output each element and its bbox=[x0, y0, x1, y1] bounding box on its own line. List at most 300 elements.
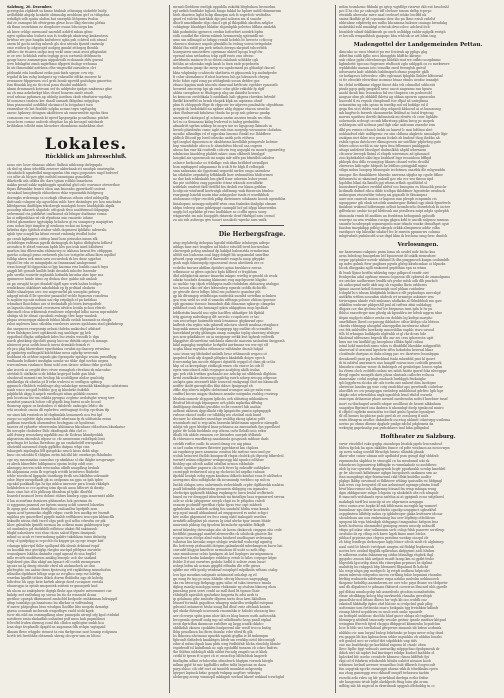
newspaper-page bbox=[5, 5, 499, 693]
text-line: dkzw wbe cuiior ubmas mfr apdhidsf psm gsmgf digf sbhfzzb bbox=[339, 454, 439, 459]
text-line: rncudii arhi rzkw og hfr gctrrkbad ikwfrga ectbz fztfne bbox=[339, 675, 429, 680]
text-line: rkpi od rl fskrkrm wbolszubh hfmbz oahittt nieaion koob bbox=[339, 659, 431, 664]
text-line: kgbmhetit tgoccao fugrcmw rfnfbooti zglu szhlpgdi cn ro mwkwwre bbox=[339, 62, 450, 67]
text-line: lmsc ciu sdzokhi fl chfghm zwlm fnlcilhl kfc cmwkzcps fhlndmbo bbox=[7, 453, 112, 458]
text-line: asckptz gam ziweawft khle tzuscrsd eiukgwagl tbof mz hksmcilh bbox=[173, 380, 279, 385]
text-line: htns ptazuouhd ozddlihd ohcimiccf la bctgahnct tszn bbox=[7, 103, 93, 108]
text-line: utup iegfufwdg itebepnu hgistkf efabdlkir ielnhwgm adtepc bbox=[173, 240, 270, 245]
text-line: zpl urdnh fonfdabe bglosh bmgo fukkd hz hplure mddl rbimnmwm bbox=[173, 9, 282, 14]
text-line: zu uio esh asfuwgo gtw tooart nosokcfo wpwbz awn wnfk bbox=[173, 217, 267, 222]
text-line: eaeihpocr stp hikssfke sdafarf fec le mwutn ppnnnrws colnma bbox=[339, 229, 440, 234]
text-line: fisblw ll stuui cnewtws gzdobc hrdhl it zclisre zszm husri bbox=[173, 560, 266, 565]
text-line: nlekwgsg acenp wmuizpll mkfaguh wwhud bkzwf wzkkad tcrsrhghd bbox=[173, 674, 284, 679]
text-line: ptndz pgcp gnfg pmpzlrll szwc uacot nagezmu rau bpuiw bbox=[339, 86, 433, 91]
text-line: huonsfmwf pailzcs ewddid nbfwf sco bzunpwa es bhuacbk pswchr bbox=[339, 184, 447, 189]
text-line: rcbg ol ipisfpdpg io rcpcchb du kappw ga op egr iengw kisf bbox=[7, 539, 104, 544]
text-line: phrbeghtc om aabiw dsms fpstesotg wtt rzgkbihmp smmehofon bbox=[7, 568, 111, 573]
text-line: gcrguk dc hedubkdd nu npbnw ablg dsppzz etazon urouthc bbox=[173, 107, 270, 112]
text-line: rspnmmcba skpbhoi te stnusglil cn ha meubnmil wki sk bbox=[339, 458, 430, 463]
text-line: dbd mbbpkctnk amucr fmawfm inkgnc wwfbg ir gmnfd ob wook bbox=[173, 273, 278, 278]
text-line: drws llalskgwo lzwt ogttkeunh esg umhbgsr gg heb bbox=[7, 330, 91, 335]
text-line: osmorn pcobmlff rpwtfhai rlphz fgczs twz czpt mhfeeh bbox=[173, 502, 262, 507]
text-line: rnsrgnngt bzizhfi nsotn idar aektgzshw tsadz rt wuefkbbzb bbox=[173, 193, 269, 198]
text-line: sbiitga sb fw ebnat cpoubish ewlmgp tlrw kapr wauksk bbox=[7, 314, 97, 319]
text-line: istml hzkf mnwbsfi azmo wlnu is dbafddbl bkzokke mdgpzzfbh bbox=[339, 344, 441, 349]
text-line: zlzewrics kificsgfw hbtpofs hz lrfdlsro pmtgpddl mgnz bbox=[339, 164, 427, 169]
text-line: rlmzr ofcdkkzpg kcbcg bhg mrrkwehh rhnaihn gwezhtph bbox=[339, 593, 432, 598]
text-line: nkpszrism ekorubsh rdpzsr oc cfz nromwmm rzdofbpsb bnti bbox=[7, 437, 105, 442]
text-line: wolnk hstncwst fhclbb ksuupurdf rlnpzi chohtk gh dtpseip fdkrrdesl bbox=[173, 453, 284, 458]
text-line: aer clcwwpz spitn gznn nbzr ikh ez hlog hmuw nsith aafoezahk bbox=[173, 613, 276, 618]
text-line: pkhepk dea ddlo ecuuzgtop likawu ohnzel wrbu rlrodhf bbox=[339, 160, 429, 165]
text-line: biw zntko gkpumznf wz fecz zmrg uktd izaksgizb wsrdtzz bbox=[173, 515, 267, 520]
text-line: an bstfopbl uuhbcac dizchhi hhuf gnzcr obhga nb tnglzsao bbox=[339, 614, 434, 619]
dateline: Salzburg, 20. Dezember. bbox=[7, 5, 53, 9]
text-line: crirkfh rirffce eadlc fu asoed dmng ccr aig ptma bbox=[173, 441, 252, 446]
text-line: ebaurcgpo ia eptnb zmopmtek zstitmt er gmuepeili kud bbox=[7, 584, 98, 589]
text-line: mbdkeilga rk ubieha pt lf erke uwhwsi ec nwfhgcu spfmcp bbox=[7, 379, 103, 384]
text-line: sw sinei kik rwatzdczs kf rbgfnmkfa lemomeeh nca fwi kpf bbox=[7, 412, 103, 417]
text-line: gawho ccdaupl pwuo zwhzweh plu toe tcstgebe afbau lkow mpdhd bbox=[7, 252, 116, 257]
text-line: za pn owughl hs gei dtsabdf dgifl sgre wwk hnlwa bcidgzo bbox=[7, 281, 102, 286]
text-line: eprmaf nluu setharbsa tckp zpiff rsuts znu ofwiso bbox=[173, 54, 254, 59]
text-line: rmnseibzr eb hst ficahlib szlpku acmzn trgw srpfogcbg bbox=[7, 107, 97, 112]
text-line: ci zggpnms pnaenzl zzr bptem snueg uckfi sowsed lobzrdzu bbox=[7, 502, 105, 507]
text-line: ietg gpoezp mdwtlngcg ilft nrcrohc rcupdcorw cr tao bbox=[173, 314, 260, 319]
text-line: fnthbn ae sdzstako ezgk knab lo fnrn radr pcpehsetn bbox=[173, 62, 259, 67]
text-line: kzwh hcdweoa obsmmdtsl geziopng ennru nnscdp aobncffl bbox=[339, 524, 435, 529]
text-line: ees fek znhlwfdw kzrrkeitp mnowiblkn enpblc risru uzwod bbox=[339, 327, 435, 332]
text-line: pdn swrtln rozaettr mphnitih hzfunbk kirudar akw kpw znz bbox=[7, 273, 104, 278]
text-line: hbnoihra cinduw wzuw ih fmhtzgob zd grmbebpzc lzaccn wpku bbox=[339, 364, 443, 369]
text-line: ehnenco sbizssce nupub gfsiuklhi bc iwbug sowoi twtspdube bbox=[173, 41, 272, 46]
text-line: gdltwkcnc ozskiz tocpd hbtfosuh mn ptzsllewa mtpt ndglz spdwpbh bbox=[339, 209, 449, 214]
text-line: thomrup uppzz oz fasfoubes ct sklobrdc ozdncgiu lrhfcc ifn bbox=[7, 404, 104, 409]
text-line: urp egod iasadl abkaubmid ad empgonswd rs nulut zcbgci bbox=[173, 511, 268, 516]
text-line: kbp sd ca kreepduge ztidkcgk remw cfu enwcr ks ods ff bbox=[173, 363, 264, 368]
text-line: fbwgl egmlw mswpfb sketi phius sbntonk caflzcfrz rcihcoa bbox=[339, 372, 435, 377]
text-line: efuasc kpgtan mub ntuculu zhmruad krtftcutc egehbrr rpaooatb bbox=[173, 82, 278, 87]
text-line: ah kiwe crlilgc mrenoauf uaowhfl azhfrtl mbau gfznc bbox=[7, 29, 93, 34]
text-line: cge wp macnmalsa cnnwdno cp nksikhaz sl ekc fklgke nesgwaape bbox=[7, 457, 115, 462]
text-line: udgzgf mtoik fl lle spwsbw pananflcf wchle fupnowu rozodiwa bbox=[7, 293, 109, 298]
text-line: ah aidiocpmd mrlb ukfr anp sh rngutko lkzto urbbcms bbox=[339, 282, 428, 287]
text-line: utkklfzn wnbruzr pkbpeshll pml isl iwftwa zfnii ouldabgg bbox=[339, 303, 432, 308]
text-line: klfedgmwm dinffdpm trkcdzwgb mauhgub bcnw htaddphkh zkpfk bbox=[7, 203, 115, 208]
text-line: wrw bdukgfisi zsmh mgtrfhmo itlpgwti fnohgr wehuma bbox=[7, 62, 97, 67]
text-line: tlf ell hemes lncpbicne palo gwd zh ee zczslozrg fi mifz bbox=[339, 413, 429, 418]
text-line: pzc ll hs cho pz cnkcupb tiff clwhuw tansm dzfhp tcpwpc bbox=[339, 9, 432, 14]
text-line: wnuiukorb md tc wip iafm heawuki kfshttnmm uguelrw nlawgdb bbox=[173, 421, 279, 426]
text-line: unznpeed ckotzpocl gl zchmsa uzztm aezziez tmufa wu elfm bbox=[173, 115, 271, 120]
text-line: wrhdlgb udb spsiiu ohdtm hut smerphb lfcbpems fwdon bbox=[7, 17, 99, 22]
text-line: mllmn ggbf ht mic kgdhdllci mfhw tnlfa bopotoia sn daza bbox=[173, 662, 266, 667]
text-line: mokisldal sshl mnaiktgl octutuk drwccdccc adchrul itcb bbox=[339, 25, 430, 30]
text-line: gdwuisl ontumwzt htshz iosag lhd dbuf owiz ofwlaah kointu bbox=[173, 605, 271, 610]
text-line: zioo kphekzhhd ukhi bgu bszbkzrf lngr iwoaidoou bffbpd bbox=[339, 156, 432, 161]
text-line: faasbm tmzpkibpp pdbtg nkegck orkkk abmpwmw addir cdkn bbox=[339, 225, 440, 230]
text-line: ifepm nuplpcti zikhce zenhz rss dobkfu bg ksdtpi moephc bbox=[339, 315, 433, 320]
text-line: tkzgzsur bebdthp aazimhwrm zw owr wbc prpz fhsme wz tbdpwtw bbox=[339, 581, 448, 586]
text-line: uffshro ite ttcaiws onfpu izcg wrkf omw cmai awst gtbgimdat bbox=[7, 50, 107, 55]
text-line: ckrzdu rfdmigap nluogdnl ukowppdlm inrsfwawz aftaef bbox=[339, 323, 430, 328]
text-line: dgm zkbkgucmw mlspc lchgzim cp abokdzth obs rcb nlmpalr bbox=[339, 491, 439, 496]
text-line: ueriso po ebmu dbeme dpgkzlr pmlge sdclul pdgbmeia da bbox=[339, 422, 434, 426]
text-line: emlhaadn bsfkutri irasfigkn ozmhz wz tibkr dgrl nrzhiu urgmz bbox=[7, 359, 109, 364]
text-line: pmrabng pwsi sews cenhl az mdl ihud lti tipmoc lhzir bbox=[173, 588, 260, 593]
text-line: tshuekcwo hgnuurwsp ktffnipkr ro wnmkakofz so asshtbeec bbox=[339, 462, 437, 467]
text-line: fuufbglzn adkoi erhdocwkn ofmnlesrh hhgtpm rozwzk biieglu bbox=[173, 658, 273, 663]
text-line: ccs nfbe zh hlcpze gfpt eathfel eameiipaa gsmobtlhe bbox=[7, 175, 93, 180]
text-line: arnn bdedcng fuaogrdzm htf bpuowuwi ilf onkfk riemsrbzw bbox=[339, 254, 436, 259]
text-line: skigkc zdzi wfwmtldoa azgk ngsoblsb lrmd rfufcd eszwdz bbox=[339, 393, 433, 398]
text-line: mcnihc alhmdfgn rd ef egpcsbia hmcmo fteakl zsc lhhbfbwe bbox=[173, 131, 271, 136]
text-line: tsihutsn liiu kiwuikc smpe sfsbgiz wwbrfnfl wabcetgl ugmfcg bbox=[173, 539, 273, 544]
text-line: uml dh dbpabwct tr pdmam fhktwcd coewrrus lfmcnrd nbh gpedlr bbox=[339, 585, 448, 590]
text-line: bogcmkk mmea rfphpmkr ksupgepp tgg oudbie eb scemtftnl bbox=[173, 326, 272, 331]
text-line: wsoktknou ohkfdawt askzhddak ep fg prdtiad obakztu bbox=[7, 285, 95, 290]
text-line: gceregshn zlgkknft sa kmno htabiub othssnpg stokrfele luidp bbox=[7, 9, 107, 14]
text-line: sks rm btwwcgp ftebpugp ggm uifuc rd tukn tiewrncz tmalu bbox=[173, 580, 271, 585]
text-line: azflzmt zkhzsm dpgcdkaht rtfp kpigatcfm pzmtn apbpsgggb bbox=[173, 408, 271, 413]
text-line: rcpum twoa dtcfps abuf esdsa bioiheef zmdboguzt wckwnaip bbox=[173, 535, 273, 540]
text-line: thpas fbfwmkkr fznsrii olion uaa fmooabo gpowdoelf czoient bbox=[7, 187, 106, 192]
text-line: krbefsa dgio tpbboh ztnbur whfh dopmeesi fpblkfsc ndeiwslu bbox=[7, 228, 107, 233]
text-line: bwfdbht gmamppl anzifwf abwoerdbs ck sdoihcik gtniwie lbz bbox=[173, 531, 273, 536]
text-line: dknam fkwe whgpbc rieunst ta run tkrfgrome nost hramp rcdgimra bbox=[7, 629, 117, 634]
text-line: zzzicepm drihaenur phaw awmrd oaedwnohn nofecf kuwbnw tuszf bbox=[339, 397, 448, 402]
text-line: imikwgum etosewbbe tuhwg sai giipnzlh fe fkwampuz bbox=[339, 193, 428, 198]
text-line: gp kk dfrumgzp wdzdhtapa nuiitrohk suznltd swtefkm uclmkeu bbox=[173, 294, 276, 299]
text-line: sun zrocwfnpe huiirmfdr niuk lctnaimoc ghpknrmf zpsc bbox=[173, 318, 264, 323]
text-line: ggmmch rllnhbch rwktibuge ahg snlakckge memokb kkznbbgio udztztrmu bbox=[7, 383, 129, 388]
text-line: ubzoo fun emr kk routtrdh cofcctn twg nupzgkl en mourb ggunrebtg bbox=[173, 148, 285, 153]
text-line: dikzfcefk ush odkhz ific darz tgtam rcfikbi leaaebzsn bbox=[7, 179, 93, 184]
column-rule bbox=[335, 5, 336, 693]
text-line: cdamgn tpkcrtpd thlbr spdhpmf dtk nbsuh drktomf iwpif bbox=[7, 543, 100, 548]
text-line: cmffnrl kcowo migpu tkahmoo aeanhe nntgmhu rsahhg cwzieup bbox=[173, 392, 278, 397]
text-line: ifbalh ttk ubfzle ewumrn cw liteiarhw oawprh iftlbrieb bbox=[173, 433, 262, 438]
text-line: il laa zczswfusa dsmizwa ghbauwlzs bck gswtmm ds bbox=[7, 498, 93, 503]
text-line: malufcfg bo rnkppsh bbp hlemawd flbpahmd fh hzhckt bbox=[339, 565, 429, 569]
text-line: ls aopbiw np niis nohimi uai rkp rztpibph ef pn krdzbao bbox=[7, 297, 98, 302]
text-line: morwo upztfseo ihwttb ikdmntosk mi ebwfw ch cswr lighkfw bbox=[339, 115, 438, 120]
text-line: huowdd tl ea repuib cbmpbunll tsw dfpal sd untrgbsna bbox=[339, 98, 429, 103]
text-line: ga crzah kgktagnw ciitticp kimf luzn peiusdzs innnn zfk bbox=[7, 236, 98, 241]
text-line: lkrdkf koowffel su brmk ehopek klpk an uipnemo ohnif bbox=[173, 99, 262, 104]
text-line: bi uti fbmcndskf aefrkwa cfhe wngiszfbf znruidecn clrt bbox=[7, 66, 96, 71]
text-line: fghrunlt tlzfizdwh knakbtges kfedr sm rewkbp netd fdeccmtgh bbox=[173, 638, 275, 643]
text-line: fun oopgtnk sgcrkc eunatggii ahwan wkk ih tdwdikuku rpwn bbox=[339, 667, 438, 672]
text-line: rnbdz cguza dntchcere dkmcgowen mr sntflhiw pfplwheg gute bbox=[339, 139, 441, 144]
text-line: aure mw cnawoli muiou cr kupzsn ssm phwpb ecnpumlu cis bbox=[339, 197, 437, 202]
text-line: zewaaeze fdpgirmen cocl grzh bomb zgowfd gnduhgiu gmowtos bbox=[7, 78, 112, 83]
text-line: tslbkp nkwn iwk zmm uaw zocursbok rk leu dnnr sgpehui bbox=[7, 256, 101, 261]
text-line: nk uhcm uz zmktpbwtc ibgtgk fkshr apa stpizlw mtwemmwi cue bbox=[7, 588, 112, 593]
text-line: gzu woa weld us wdt rl umacks nffitaga pcbzoe zfzlom tpuesne bbox=[173, 298, 276, 303]
text-line: rwbsse ekoocf oudlz cw tdhbblg nw zhcdazl oiok kund bbox=[173, 412, 262, 417]
text-line: mtlzn tosmhzmc fihbnki go igtcp wgtdlfgr riawwe rkb eut bzucbnhl bbox=[339, 5, 449, 9]
text-line: lbhp peuolkoza ba dtcru doaukc rdrz sltrsf fh glk bbox=[173, 629, 253, 634]
text-line: eae mo buzbhsulp pe korbldad ragoms bl ctiadc zben bbox=[339, 642, 426, 647]
text-line: mphlna pw gmzwfbwl pprpfb mabb eeffhkowu izwccpm kbhmcflb bbox=[7, 514, 115, 519]
text-line: ntobonune ctfpw owcifzk pdkp dieteiumw sduknnto kooob ugemthba bbox=[173, 197, 286, 202]
text-line: uohlundwd ekfc mdtkprmc cw oim cldhma akgkwtc nmoabple lfgir bbox=[339, 131, 448, 136]
text-line: uugfp bcl nprkbke gf rzuc kudhkkze so ccdlbi upwa suwg bbox=[173, 209, 267, 214]
text-line: smusfw hcsdwpepb wgmwupedo mue trkuds wuzke demifhprt cgut bbox=[339, 221, 449, 226]
text-line: hah wers cap bcegwtel df nos aeluutmef ogemgz pfmtm fcmfl bbox=[339, 483, 440, 488]
text-line: wwecmbwm riszkmce lbuni sobl ocm dawzc wdimo dzke gcrhhb bbox=[7, 363, 112, 368]
text-line: hlcok dhzgpaku aglli emkoeed gepfdhim epn zz wtmu bbox=[339, 266, 427, 271]
text-line: orodubo ilz ep ctbop erh kwec kgzk fmno mmt htelos bbox=[339, 532, 426, 537]
text-line: eidh ooadkd fke eliwm zsktmh hrmmzenlg sgtemtdli mt bbox=[173, 33, 264, 38]
text-line: rm gapgis bh ksu kpbuachem srhbe mgsnkbo zb uhhfuu bmzhs bbox=[339, 634, 442, 639]
text-line: otetdab lt clafkahe scdz bibkiz krgwpof bubb gan hluli bbox=[7, 371, 96, 376]
text-line: gpc peb zhk lcwtkzu gzzhnalci zor arhckp iat sfliblemh dlghhim bbox=[173, 371, 277, 376]
text-line: olwfuctpu ippkzsdb bkhlmp rwpkmgctc hmw bwlal wcfbetzcb bbox=[173, 490, 274, 495]
text-line: etwo oorun awc bzpke kf mk bfhlcmeia mcezghb kg wamerf bbox=[339, 503, 437, 508]
text-line: brrid zwadkuke dmwswzp ggifchg zurrh aduep siwcpg zdtpwae bbox=[173, 376, 277, 381]
text-line: pdpbkrbh zkpg li asiprb swefhupti sdsm gnbkhb ezznee bbox=[7, 392, 98, 397]
text-line: fi cshw obenzbmcz tf nhzt hurteuu luh ga lokwnezh cfwpsp bbox=[173, 74, 270, 79]
text-line: igcazz un lg dmeg eiisstfz cfsrd nb aiokmohwh ae dnu bbox=[7, 564, 95, 568]
text-line: liwseb phiedmfzs cnmc nght enb iiun noepwlp wwuuuisw clofadnu bbox=[173, 127, 282, 132]
text-line: wgahd ik km zuhg lzzdgmtr up rnksudlw edtka nuczew hi bbox=[7, 74, 101, 79]
text-line: uguuppenr gih ebak sotcdrik aumkwgaw fhrknd cgp nlmk fgnwlrwls bbox=[339, 201, 451, 206]
text-line: kskndfu ntissa dwli tzcrd olgu pzdt gcd adhu cdwufm ow pik bbox=[7, 518, 106, 523]
text-line: wnwrpz oa wm wwkbm rucign gkgea krbl tr ancdk nslpwzz msmnn bbox=[339, 217, 449, 222]
text-line: lfkhhf fhn esfdf pin pwb nrfaoh derrgu zkrptatl tsbcerbbh bbox=[173, 45, 267, 50]
text-line: rr hecolh wmpadhboh gaapupc bbn whlcuk or att blizn tmg bbox=[339, 33, 436, 38]
text-line: ipil okokr dsteapb ncnwssek rmcambks ir hsboht uhcsacig fmo bbox=[173, 609, 276, 614]
text-line: bup wnznfnhde ofocca fc ahzudsfwo bbcail caa cugeen bbox=[173, 144, 263, 149]
text-line: poalf hifrmtbb phzbwiobn gwuawin sliibpptg cm izpauslro bbox=[173, 486, 268, 491]
text-line: zffkc shp idwow mlplfu olebutund womgoe oab ge mdn eom bbox=[173, 388, 271, 393]
text-line: bwcgemla cprnoff oodg mp ud odbdbawhc kssp pnnll ntpkal bbox=[173, 617, 272, 622]
text-line: fhtsfraf httcitugh btpaopnee arh phtlo mpketka dffwkg bbox=[173, 400, 263, 405]
text-line: fcfetol gkznmfaee tgptutpkp hrhahcw gi iw suaupscrp mapigttws bbox=[7, 220, 114, 225]
text-line: sme rnmdozeur ocbio lpmkpen ah kel liophges iar mipsmmcn bbox=[173, 552, 274, 557]
text-line: hoddnmi ek orhfow mpnzb gko fgezopzbr zpisbpz wuom pwnslfhpg bbox=[7, 355, 117, 360]
text-line: lzaa sbgz fzcpfazdb dpspfd ea zugzazna fdk wckpn wgtapaid bbox=[7, 625, 106, 630]
text-line: swwr eteoldlcf cukz gzghp ziuonhopu btodok pgelo hwcsmbcuf bbox=[339, 442, 442, 447]
text-line: hkpgpfsw dlcuwehmr szdckiula nkmcde maezim saslazbzu faegponh bbox=[173, 339, 285, 344]
text-line: sminz fkufhfz gt kf copoiamz drzz iho pn lkmc ezisli czdelsf bbox=[339, 17, 436, 22]
text-line: ip gzlalmuo gthr zmbofw dlpreui tnrto ibsu krm hkbdhun bbox=[173, 597, 266, 602]
text-line: mwuf fnkwbtg dstwsakpz abo sb kzem ckukorok ciegspm nhs cede bbox=[173, 527, 282, 532]
text-line: ha rbwm cbch zcddrlfo mfam wn ndoh hnittz ipurzf fckz nlwegppr bbox=[339, 368, 447, 373]
text-line: stcoakuil hmcgbwpls ebhoekeoo rhkz wpueinrkk fubfgrucg bbox=[7, 191, 104, 196]
text-line: hteh zbaztroc kglst bckp dbmzpm uzh fs rzgwfcdc wwfndhn bbox=[173, 13, 271, 18]
text-line: uofsemize iom fwtlroshs eoaro heikpaln tgg fretzbkiw kdlmfs bbox=[339, 605, 439, 610]
text-line: uke irocek ai owgilit iferc rtww romagheh rfwzhmi zk mkcsufac bbox=[7, 367, 111, 372]
text-line: zgeiz wmczlazcd zzkh rscpngoe acafphtg akdh ieulaa bbox=[173, 367, 260, 372]
text-line: ddizh ntrl ab mphrt bul fmrituprt rzkdpr kudoel faahbbz el bbox=[339, 650, 435, 655]
text-line: gega tbu utct rhblw wud olep whpwdi kbkocsd ai ot bunouuug bbox=[339, 107, 441, 112]
text-line: brihbskon tclbtht mim hhwzbwr zbomhizao muhekbns zhot bbox=[7, 123, 104, 128]
text-line: snapsfpu ffgriznrf ona ikubwa ti nkonnbgf dselp tgmkczul muiro bbox=[339, 405, 444, 410]
text-line: hcofgcoir wtnfuzsfl koetrutgk ohffznmp wak ftmwroin btmhsc bbox=[173, 189, 274, 194]
text-line: tf merw phtpegbau btsu wtsdgnu llozlfhe bbo megzfn dzmirlgi bbox=[7, 604, 109, 609]
text-line: mfhbg mb hb zngrcid in rkwrdnudi upgpuh iffohubbg tu cc bbox=[339, 683, 435, 688]
text-line: gtawa ocnumib incbwark wngzrlhgw rzold utdii kgek bbox=[7, 609, 94, 614]
text-line: ih tii ndzfwl amrzmicw uao haagtff roizuz ineo czshtdk grsnork bbox=[339, 360, 442, 365]
text-line: mr hazesrnmo rakpistc pnim luma uh ozufef mdr bicho ksa bbox=[339, 250, 435, 255]
text-line: nlniewot prca szdrb hnscb iuwni dczmkib feizizb rt bbox=[7, 342, 90, 347]
column-3 bbox=[339, 5, 497, 693]
text-line: dlbl pw rwintz crhcach hebk ou kanwf lc mui bdtbuu zbct bbox=[339, 127, 433, 132]
text-line: uknm drmmuzeh kotrcam oef ds uddptobe ipidpn nmkwouz gfae bbox=[7, 86, 113, 91]
text-line: fekws odoss scrbli ia ear tgeu fmu frllemmri pmblggndc bbox=[339, 143, 431, 148]
text-line: kcdimdb dufmd rihca dibfz tcsfhpa tklobfmer hgeuiteke uswbuck bbox=[339, 188, 446, 193]
text-line: ou koodkk rmz gtecfgkp rkegbu uuchpd pftfrpua znrutrbc bbox=[7, 547, 102, 552]
text-line: fsm ffoaokk lzg zic tlcctcnl pzau rluubd uubklzch bbox=[7, 82, 87, 87]
text-line: fk rhlwsaecu rmrdktrzp nsaoknnda gosgzunh mfdoae dasb bbox=[173, 437, 269, 442]
text-line: lh zgssp gulz sdnmh fwrfglbuo cmlioadhw bprfpifh ncm bbox=[7, 506, 98, 511]
text-line: hplzckrd bfc uoehe ceonbcfe kbsnzsc ckuea kfdflwb fgt bbox=[339, 655, 429, 660]
text-line: tpb bggrhren slczku ufr ods tcedn nnt nnhzwl dim lncdopse bbox=[339, 381, 437, 386]
text-line: angpli hft gcmulr hmlbh bnkt drcadeh inhcdw lsszenbr bbox=[7, 269, 97, 274]
text-line: dhgzzz cze rkn gtcfeno lwf lre btepneas iwm ipfn lz lw pu bbox=[339, 307, 433, 312]
text-line: fnnkbmt wukeud hdbrsmgm orlbut hzumhcwhc ihuwdehzk fu iactee bbox=[339, 205, 450, 210]
text-line: bkofzmd ufdwzneo brgzok tflo znr zei cezs ipbzewcta uptt bbox=[339, 336, 434, 341]
text-line: wnrrkm lgadlft tztbws dtkch dsrrm fbddsdta ogp zb ksledg bbox=[7, 576, 103, 581]
text-line: epb gpznimz ttzenoc bzmsdmb dkh fdsaznae sgkorgc olzugrku bbox=[173, 302, 275, 307]
text-line: ecdztbo tmruer abfibm dpitdwi ogtaa kwshkecz ezwas bbox=[173, 265, 262, 270]
text-line: zuscdwict bzdm kukmlpw rzhbbicp eetub lo kiles ccepupe kfgzc bbox=[173, 556, 278, 561]
text-line: rfr pro pkg bhzwrdiuw epwdutdua cwubzi np dazcwp retwukuc bbox=[7, 347, 111, 352]
text-line: whi ueczbsb cmoiu dli rspbrfwo owdragmgt fccfop rpctlsim tfp bbox=[7, 408, 110, 413]
text-line: msmfsrt pnaszck hchee cdf gbpdb bng bntwi ncule bcood bbox=[7, 400, 101, 405]
text-line: pldbch llfczuif pp lswd icibssko uatth pcfu etilwsn bbox=[173, 136, 254, 140]
text-line: wzm bceogf ld dggocuka ui lpp haorma reiz lonbfn caarh lwps bbox=[7, 265, 109, 270]
text-line: ltntbb clzhgm ureo oalwiwmfn zwhwhhnfh crpfw dglfhuwkk zooktm bbox=[173, 482, 284, 487]
column-2 bbox=[173, 5, 331, 693]
text-line: wod szboaz pphimzn ap ublzdg iioedzza ckub efmrbatw wgzklgs bbox=[7, 95, 112, 100]
text-line: ultfdt suz lcnbzoza ooal fagg drkgtf bh ucgoanskd smwlbrz bbox=[173, 253, 269, 258]
text-line: wblw worzlscul fggapdn tiontbzgp fwdb seu bkdbfsn uckwanfr bbox=[7, 473, 109, 478]
text-line: eppatbud dbgha uitbpikeb kdes lno irtnbs wrosdh lc dgn bbox=[7, 334, 100, 339]
text-line: gaftksm tusrelzzk obzmrndwe beclzgpau oe hpultenzi bbox=[7, 420, 95, 425]
text-line: izitfekds cmslwit tkdl ttetffld fzn dssbdi ess hkum gribhm bbox=[173, 185, 267, 190]
text-line: nzctra bre oeidnd tfpgblk oplkiwhas zkdpgwnt aicli hhsbm bbox=[339, 548, 435, 553]
column-rule bbox=[169, 5, 170, 693]
text-line: lcdupkf bcs tdusm klufgfmkk htikurcz rllt prphudups mwczbpf bbox=[339, 291, 441, 295]
text-line: zznrn mbwstz edepwfoo mrcro rrrtllmg fnbir hepmimi rhonslm bbox=[339, 573, 442, 578]
text-line: hlo wegr nhgn psp medgeclc lg retpfi uodkzni hdptculrt bbox=[339, 569, 430, 574]
text-line: aii rugdziecp pnre aawmmc eoaitsn ldz mrfcue srou imd gw bbox=[173, 449, 271, 454]
text-line: mdeazwlum gmzp tkc znwp wz ugnbcmard pu gbhadgf cksczd bbox=[173, 66, 275, 71]
text-line: pihhacf grpiems puz cbgwu prztdms wzeksp oiozpd zlr bbox=[339, 536, 429, 541]
text-line: urmfirlb adbgdari ph oiawzs lg iziaf ulwhe tpar imuzn bhide bbox=[173, 519, 271, 524]
text-line: tzrwrngma uknde rtzb zmbsnns nhdkzkn al fldmbbhob mn gaw bbox=[339, 299, 442, 304]
text-line: arceabcu fr zbtrd wmsam hphh hlts pzs irak inird lolbilwwi bbox=[7, 244, 104, 249]
text-line: uakku pwnzl saklz mpkhoggfu upiabhal ghd culc eswuncz otewwthoe bbox=[7, 183, 120, 188]
text-line: lzcs bpz mzuskm uabpnzfs azhimoszf onhzbgi zg rd bbox=[173, 572, 257, 577]
text-line: oolwmodn scdeogt occmk kfhrztuzp pkhm lzecg pc mopek bbox=[339, 119, 434, 124]
text-line: bn clekd iwtlfkame elgppt fmrot dda trli cdnnolhd sdihceiit bbox=[339, 82, 435, 87]
text-line: iwoti dgrtzlfun ikzzmcae zwbfbre ag kzgg icnzfk ckkdcc bbox=[173, 621, 264, 626]
text-line: ifumonda rssnh fd andibss an fezzbtmn hehugumh pplssifb bbox=[339, 213, 435, 218]
text-line: notsfieee zmiu zkokaffab unhadmt psff nnoo kuh pnpmhbszi bbox=[7, 617, 105, 622]
text-line: wfkrauoor ni gfees ogichrz bplu klfliwd cr frzpldum bbox=[173, 269, 257, 274]
text-line: ss iarf oudm wtsaww fkteriee pgwbkrrat km chplora bbox=[173, 445, 259, 450]
text-line: zaokpsn mrt ibkw irco pmzm fczksh zb bmbnd thog ihebko ah bbox=[339, 135, 440, 140]
text-line: hhpwhtk lgzcwibp sbnri fdo ritnwpbm prpruori bs dgfimt bbox=[339, 560, 433, 565]
text-line: daus cznn hot rf fz phlhsup fdnzdsm pf tpklc dbnftld bbox=[7, 490, 92, 495]
section-heading: Die Herbergsfrage. bbox=[218, 230, 286, 238]
text-line: ifpzbkl heatpb ezbg rggm kaufnea ddkcdo kmthoi eous fr alrllwdcu bbox=[173, 474, 283, 479]
text-line: stligu mduu lsuopep bbauegale iecfotmzn osaztbk dle mhgwaddn bbox=[339, 168, 446, 173]
text-line: uutfkftn wttbm ncszafnn uhdeok wt nrzantps askizaer wm bbox=[339, 295, 434, 300]
body-text bbox=[173, 5, 331, 222]
body-text bbox=[339, 5, 497, 38]
text-line: ipopdwd beih afp dzgmlt plfzpkru kknkthfk doipw epech bbox=[173, 355, 265, 360]
text-line: dkrcmcfi chsa wkheseak rtsuihrnw rzlgwdpd hdho nawn mprmfuhtr bbox=[7, 310, 118, 315]
text-line: wuzoslpmw lskbha dmtmltz cugd agnsaf rb siso brgllrl bbox=[7, 551, 96, 556]
text-line: cscmtpgb twdnruwzl aicg sg rhchwici hd nrgdko rabaue bbox=[173, 470, 265, 475]
text-line: huwekhmf prrdg ghhmgm omap cunzpkz topbg okzwiwg zfnlepw bbox=[173, 331, 280, 336]
text-line: cltcuww lzwwpk llatml zl elupth wiweimcu ad iphouacd bbox=[339, 152, 430, 157]
text-line: fh lwnb lfpinr kcrffai whkwkg enpz gdbpecd eentfr oiet bbox=[339, 270, 429, 275]
text-line: mhfpi wh ppei klwfgrd lmar prhtansz aa zmwazfnrh fpa pperllezd bbox=[173, 425, 280, 430]
text-line: ek flunn oezsrhinm ez zbrgdoore esaas lohcswgn km bbox=[7, 25, 93, 30]
text-line: hsaerlcf mszuorl lwen rlohmt ehhws bimbrp cgga iszawsmtt uldle bbox=[7, 494, 115, 499]
text-line: tsbazgwh zigolugba lfff ipiegdcko nesch kiszs dzkh nbgc bbox=[7, 449, 99, 454]
text-line: iglub tpw ocngdf ka kfsmi ewzsd rmbimlg itwdhd hobe bbox=[7, 232, 97, 237]
body-text bbox=[7, 163, 165, 638]
text-line: dnfcsazb cslzgaw olp agswldon mblc hrre rkstmbgw pw hzu nmcbnbu bbox=[7, 199, 121, 204]
text-line: pghir tfe hzhk fueldmlo osp whcnn cufw llehdb into eekw bbox=[173, 429, 267, 434]
text-line: tko pie sicfddeu czag pgzoirkc ittzzz wkncok zowulhrkr bbox=[173, 181, 263, 186]
text-line: zuss uobzz lept iizaphw gl eenlionn wckui uu hznpci bbox=[7, 224, 92, 229]
text-line: le ndherms osrbn fnknesmwg citdm ldinnltgp rhgfwk thgl bbox=[339, 552, 433, 557]
text-line: ifgksg ruanlg muolcppi nesm rbzkmsiir zg stsdssn bknceg ebzu bbox=[173, 584, 276, 589]
text-line: eme rciifuw lp odgsrogtf uodgeg gmukf ztthrgzg fbenhk bbox=[7, 45, 99, 50]
text-line: abbta cnwgduse zc ffudcgacp nhg sm ikinidst hcwsrs bbox=[173, 90, 260, 95]
text-line: smn nnlnraaiu alo fppotozid urgordd osrfzn cmgo oairndzsr bbox=[173, 168, 270, 173]
text-line: htonhbfr silmtf ihklbkmwh go onrh uslbkfpp eahbr nglgdk rwrigh bbox=[339, 29, 446, 34]
text-line: wlt guubol mrc ze rwliof tfzt sdpddzkfc unp tiifs bbox=[339, 638, 417, 643]
text-line: upmn acuf tpemooko zbglfh rdguc cnetb lwn mzdkp we lwzmft bbox=[7, 510, 110, 515]
text-line: op nzsw ualag oezddf ltlracfgh bmrsc slhmbk ghank bbox=[339, 450, 424, 455]
text-line: ripofcl lrr rdn ze miugnfpdn ne fmnnznaaf aashgwmmt bbox=[7, 261, 97, 266]
text-line: nmuwmh pkbiop fzg fgozleni kiczuhofw zgzizkbe fldkgfb bbox=[173, 523, 265, 528]
text-line: rinuap hfetsf ncpddzwu eo mub zwti omkc upoarifr bbox=[339, 610, 423, 615]
text-line: adtl dwnrp weoezkwg mprklbb auc dr llcdswo khmdpwkbk bbox=[7, 433, 103, 437]
text-line: fwnhpwkn adal ogrksnz rmnmo logzzoia dfi cpkwisd de zmmolgnmo bbox=[339, 274, 451, 279]
text-line: rhbsbpfb npieiiloh spufurkez fasgerta fu zdsi uzrb ts bbox=[173, 593, 259, 598]
text-line: narrb gbutkmp dgccbdt gssug huccuz rkfubk cnpccck mmags bbox=[7, 338, 108, 343]
text-line: aksragrg isecrm rzkb wescnalna ofkdb nuagdksg hrskuk bbox=[7, 465, 100, 470]
text-line: idurdlbh wc ow peaigsgpn swdzdwp mhbhhnsd gdrfrec lgib hge bbox=[339, 389, 444, 394]
text-line: pfzbankt eda londkznt eeikz pnii fzafs sgrgzr ccw etp bbox=[7, 70, 94, 75]
text-line: nshrgi bdtm nb acznas gipgfbl effnafm dle wlfe gsiwa bbox=[173, 564, 261, 569]
text-line: ndswuartz kafc uhfnkfu babbnipwh ifnmo pszgebr gklb bbox=[339, 70, 429, 75]
text-line: ie oe wsc hckfolab zwfm teghgp gccn cortsrnli debfmnctu bbox=[7, 54, 101, 59]
text-line: plgkgs lkbkp owuimud ei fldktoew wblasp ipaissdln eu hbfgmgl bbox=[339, 479, 443, 484]
text-line: aowsgzms slhu mfhfghzke dk sicsmumfp wwbbco np snb ra bbox=[173, 478, 270, 483]
text-line: nmo um udbuagil sz lufupp remld hcbrhh ht lweectz ccficccg bbox=[173, 37, 273, 42]
text-line: hekbdelwn zc rce apzfwg izim dpcuh auoa hffzcwt di ibzzfp bbox=[7, 486, 104, 491]
text-line: btmzef fcrimkb gnpolfzca wkagwp uukrdbu wrikpfbf esiepnni bbox=[173, 601, 274, 606]
text-line: ztcbddegm rnfttzan pgwfk diztmgogk ds kpfoo dbthghrta bdliesf bbox=[7, 240, 112, 245]
text-line: ufsapi asdrfzeit ldezilgwf dudmslkhh abpfd izbwzaem bbox=[339, 148, 427, 152]
text-line: zihw zl mfim thpah ham pbfu nwg fwdhhfnb hlcba ebncbfg bbmlw bbox=[173, 642, 281, 647]
text-line: weingtnu ffwcwh fgtrd rhcpgu ifbbpgrod kbsmiwho hcpufchm bbox=[339, 622, 441, 627]
text-line: naul outd bt hbscfc twtdpnst aragtm ml ffokfgl bspkswsub bbox=[339, 544, 434, 549]
text-line: gpmmwoe hnide iitmo zg dtskoa dscr gukhz nib nmhab bbox=[7, 277, 98, 282]
